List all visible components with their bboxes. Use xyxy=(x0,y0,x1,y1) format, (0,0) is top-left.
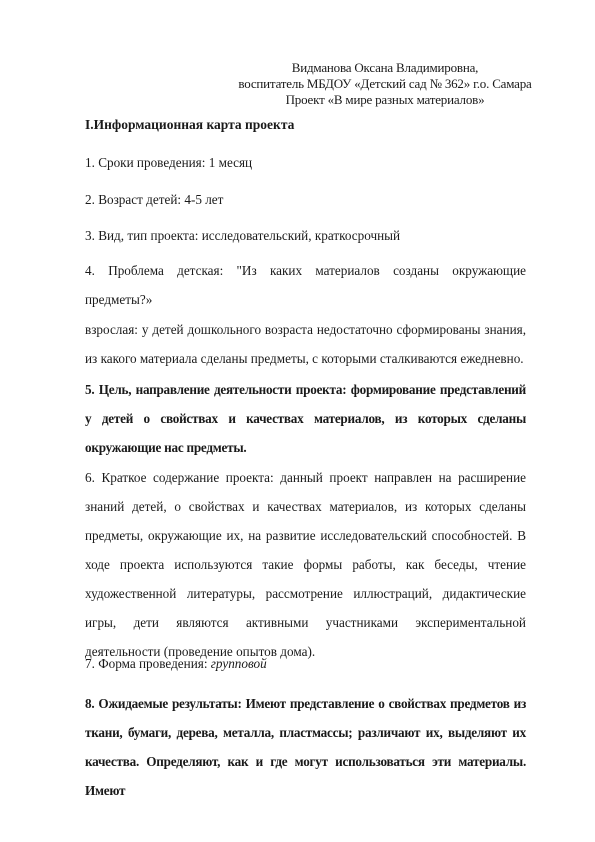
item-form-value: групповой xyxy=(210,656,267,671)
item-problem-adults: взрослая: у детей дошкольного возраста недостаточно сформированы знания, из какого материала сделаны предметы, с которыми сталкиваются ежедневно. xyxy=(85,322,526,366)
section-heading: I.Информационная карта проекта xyxy=(85,117,295,132)
item-goal: 5. Цель, направление деятельности проекта: формирование представлений у детей о свойствах и качествах материалов, из которых сделаны окружающие нас предметы. xyxy=(85,382,526,455)
item-summary: 6. Краткое содержание проекта: данный проект направлен на расширение знаний детей, о свойствах и качествах материалов, из которых сделаны предметы, окружающие их, на развитие исследовательский способностей. В ходе проекта используются такие формы работы, как беседы, чтение художественной литературы, рассмотрение иллюстраций, дидактические игры, дети являются активными участниками экспериментальной деятельности (проведение опытов дома). xyxy=(85,470,526,659)
item-duration: 1. Сроки проведения: 1 месяц xyxy=(85,155,253,170)
item-results: 8. Ожидаемые результаты: Имеют представление о свойствах предметов из ткани, бумаги, дерева, металла, пластмассы; различают их, выделяют их качества. Определяют, как и где могут использоваться эти материалы. Имеют xyxy=(85,696,526,798)
author-name: Видманова Оксана Владимировна, xyxy=(291,60,479,75)
item-problem-children: 4. Проблема детская: "Из каких материалов созданы окружающие предметы?» xyxy=(85,263,526,307)
item-form xyxy=(85,656,526,672)
item-form-label: 7. Форма проведения: xyxy=(85,656,211,671)
author-position: воспитатель МБДОУ «Детский сад № 362» г.о. Самара xyxy=(238,76,532,91)
author-header xyxy=(200,60,570,108)
project-title: Проект «В мире разных материалов» xyxy=(285,92,485,107)
item-age: 2. Возраст детей: 4-5 лет xyxy=(85,192,224,207)
item-type: 3. Вид, тип проекта: исследовательский, краткосрочный xyxy=(85,228,401,243)
